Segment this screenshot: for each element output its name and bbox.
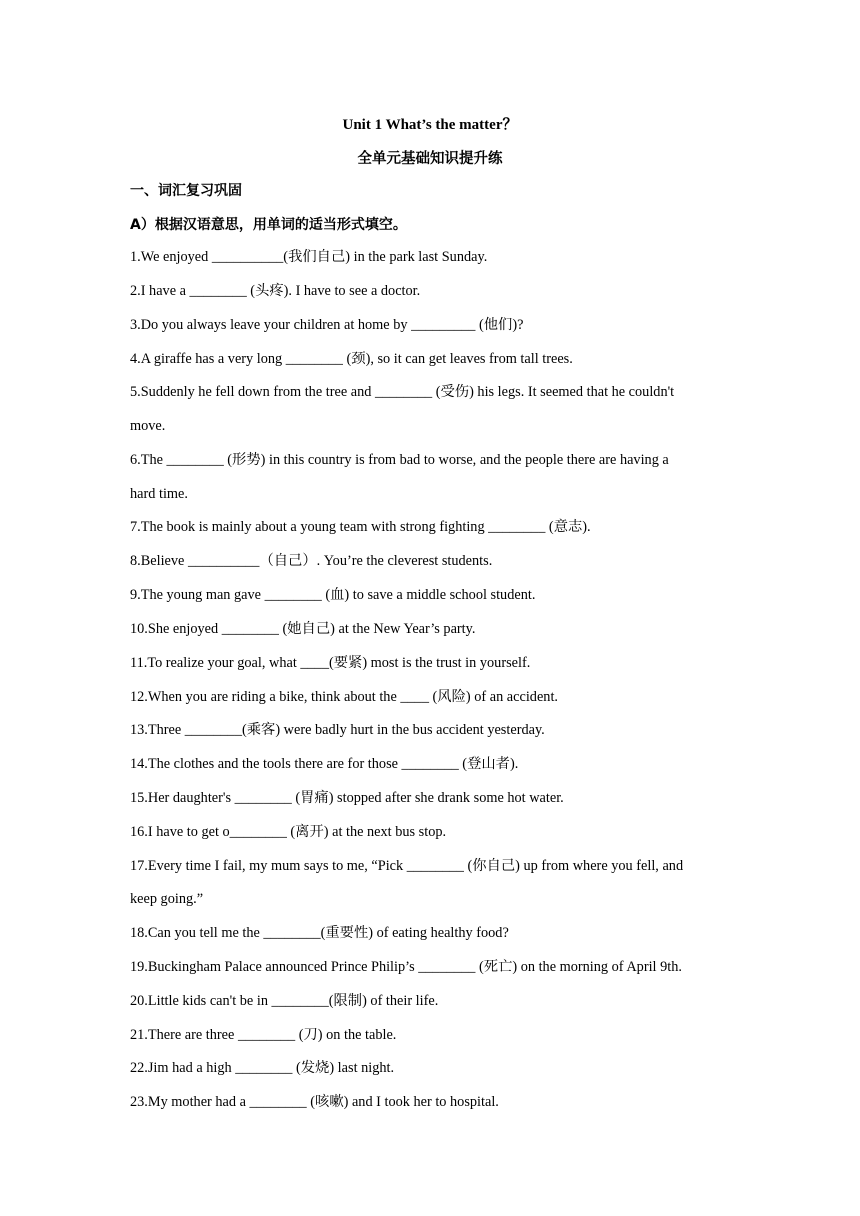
exercise-line: 13.Three ________(乘客) were badly hurt in the bus accident yesterday. xyxy=(130,722,545,738)
exercise-line-continuation: move. xyxy=(130,418,166,434)
section-instruction: A）根据汉语意思，用单词的适当形式填空。 xyxy=(130,217,407,233)
exercise-line: 6.The ________ (形势) in this country is from bad to worse, and the people there are having a xyxy=(130,452,669,468)
exercise-line: 22.Jim had a high ________ (发烧) last night. xyxy=(130,1060,395,1076)
exercise-line-continuation: keep going.” xyxy=(130,891,204,907)
exercise-line: 17.Every time I fail, my mum says to me, “Pick ________ (你自己) up from where you fell, and xyxy=(130,858,684,874)
exercise-line: 2.I have a ________ (头疼). I have to see a doctor. xyxy=(130,283,421,299)
exercise-line: 1.We enjoyed __________(我们自己) in the park last Sunday. xyxy=(130,249,488,265)
exercise-line: 16.I have to get o________ (离开) at the next bus stop. xyxy=(130,824,447,840)
exercise-line: 23.My mother had a ________ (咳嗽) and I took her to hospital. xyxy=(130,1094,499,1110)
exercise-line: 20.Little kids can't be in ________(限制) of their life. xyxy=(130,993,439,1009)
exercise-line: 19.Buckingham Palace announced Prince Philip’s ________ (死亡) on the morning of April 9th. xyxy=(130,959,682,975)
section-heading: 一、词汇复习巩固 xyxy=(130,183,242,199)
exercise-line: 4.A giraffe has a very long ________ (颈), so it can get leaves from tall trees. xyxy=(130,351,573,367)
exercise-line: 7.The book is mainly about a young team with strong fighting ________ (意志). xyxy=(130,519,591,535)
exercise-line: 18.Can you tell me the ________(重要性) of eating healthy food? xyxy=(130,925,509,941)
exercise-line: 21.There are three ________ (刀) on the table. xyxy=(130,1027,397,1043)
document-subtitle: 全单元基础知识提升练 xyxy=(357,151,503,167)
exercise-line: 15.Her daughter's ________ (胃痛) stopped after she drank some hot water. xyxy=(130,790,564,806)
document-title: Unit 1 What’s the matter？ xyxy=(342,117,518,133)
exercise-line: 10.She enjoyed ________ (她自己) at the New Year’s party. xyxy=(130,621,476,637)
exercise-line: 11.To realize your goal, what ____(要紧) most is the trust in yourself. xyxy=(130,655,531,671)
exercise-line: 14.The clothes and the tools there are for those ________ (登山者). xyxy=(130,756,519,772)
exercise-line-continuation: hard time. xyxy=(130,486,188,502)
exercise-line: 8.Believe __________（自己）. You’re the cleverest students. xyxy=(130,553,493,569)
exercise-line: 9.The young man gave ________ (血) to save a middle school student. xyxy=(130,587,536,603)
exercise-line: 5.Suddenly he fell down from the tree and ________ (受伤) his legs. It seemed that he couldn't xyxy=(130,384,675,400)
exercise-line: 3.Do you always leave your children at home by _________ (他们)? xyxy=(130,317,524,333)
exercise-line: 12.When you are riding a bike, think about the ____ (风险) of an accident. xyxy=(130,689,558,705)
